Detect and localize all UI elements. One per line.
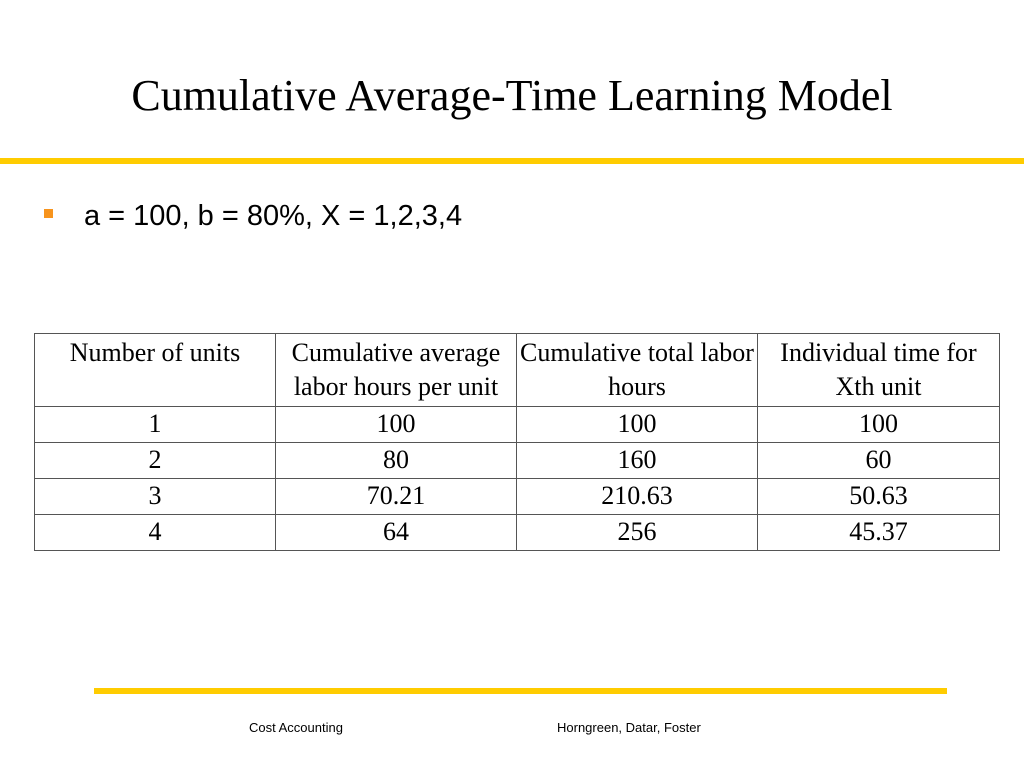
header-number-of-units: Number of units: [35, 334, 276, 407]
cell-individual-time: 45.37: [758, 515, 1000, 551]
cell-units: 2: [35, 443, 276, 479]
cell-cumulative-average: 64: [276, 515, 517, 551]
cell-individual-time: 60: [758, 443, 1000, 479]
cell-cumulative-total: 256: [517, 515, 758, 551]
table-row: [35, 515, 1000, 551]
cell-units: 4: [35, 515, 276, 551]
title-divider: [0, 158, 1024, 164]
table-row: [35, 407, 1000, 443]
header-individual-time: Individual time for Xth unit: [758, 334, 1000, 407]
cell-cumulative-average: 70.21: [276, 479, 517, 515]
square-bullet-icon: [44, 209, 53, 218]
table-header-row: [35, 334, 1000, 407]
cell-cumulative-average: 100: [276, 407, 517, 443]
cell-cumulative-average: 80: [276, 443, 517, 479]
footer-divider: [94, 688, 947, 694]
cell-cumulative-total: 100: [517, 407, 758, 443]
bullet-text: a = 100, b = 80%, X = 1,2,3,4: [84, 200, 463, 232]
cell-units: 1: [35, 407, 276, 443]
table-row: [35, 479, 1000, 515]
learning-curve-table: [34, 333, 1000, 551]
cell-individual-time: 100: [758, 407, 1000, 443]
footer-course: Cost Accounting: [249, 720, 343, 735]
table-row: [35, 443, 1000, 479]
footer-authors: Horngreen, Datar, Foster: [557, 720, 701, 735]
cell-cumulative-total: 210.63: [517, 479, 758, 515]
cell-units: 3: [35, 479, 276, 515]
header-cumulative-total-hours: Cumulative total labor hours: [517, 334, 758, 407]
cell-cumulative-total: 160: [517, 443, 758, 479]
header-cumulative-average-hours: Cumulative average labor hours per unit: [276, 334, 517, 407]
slide-title: Cumulative Average-Time Learning Model: [131, 71, 893, 120]
cell-individual-time: 50.63: [758, 479, 1000, 515]
